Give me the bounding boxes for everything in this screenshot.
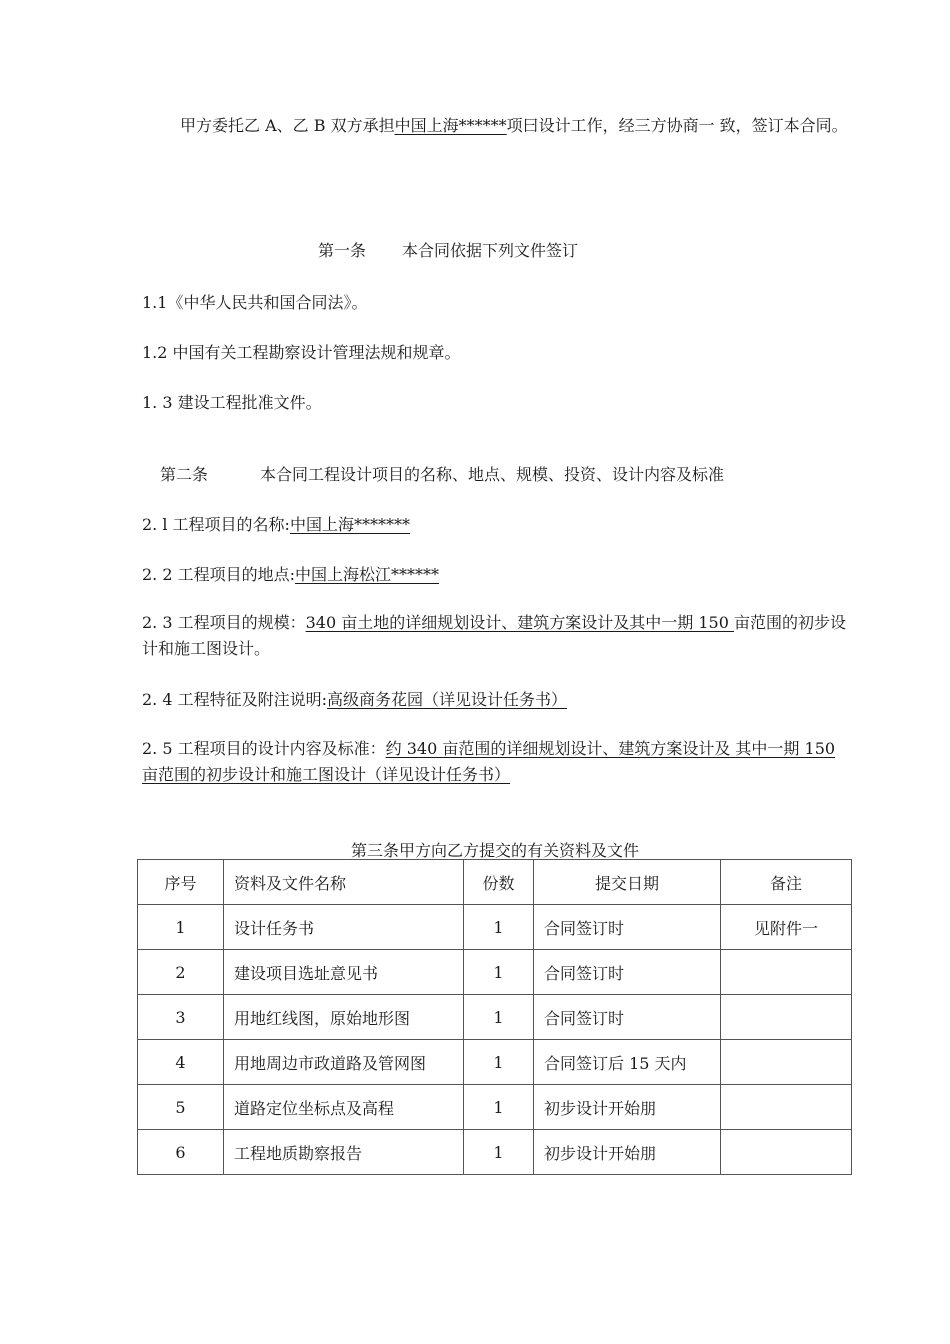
- article2-item-2: [142, 565, 439, 585]
- cell-copies: 1: [464, 950, 534, 995]
- cell-remark: [721, 1085, 852, 1130]
- cell-date: 合同签订时: [534, 950, 721, 995]
- cell-date: 初步设计开始朋: [534, 1130, 721, 1175]
- cell-date: 合同签订时: [534, 995, 721, 1040]
- cell-date: 合同签订时: [534, 905, 721, 950]
- article1-title: [318, 241, 578, 261]
- intro-text-b: 项曰设计工作，经三方协商一 致，签订本合同。: [506, 116, 848, 135]
- article1-text: 本合同依据下列文件签订: [402, 241, 579, 260]
- item-rest: 亩范围的初步设计和施工图设计。: [142, 613, 846, 658]
- table-header-row: [138, 860, 852, 905]
- cell-remark: [721, 1130, 852, 1175]
- cell-name: 用地周边市政道路及管网图: [224, 1040, 464, 1085]
- cell-date: 合同签订后 15 天内: [534, 1040, 721, 1085]
- cell-index: 6: [138, 1130, 224, 1175]
- intro-text-a: 甲方委托乙 A、乙 B 双方承担: [180, 116, 395, 135]
- header-copies: 份数: [464, 860, 534, 905]
- cell-remark: [721, 1040, 852, 1085]
- table-row: [138, 950, 852, 995]
- cell-copies: 1: [464, 1085, 534, 1130]
- table-row: [138, 905, 852, 950]
- header-date: 提交日期: [534, 860, 721, 905]
- cell-name: 设计任务书: [224, 905, 464, 950]
- cell-name: 建设项目选址意见书: [224, 950, 464, 995]
- item-value: 高级商务花园（详见设计任务书）: [327, 690, 568, 709]
- cell-index: 1: [138, 905, 224, 950]
- article1-item-2: 1.2 中国有关工程勘察设计管理法规和规章。: [142, 343, 461, 362]
- intro-project-name: 中国上海******: [394, 116, 507, 135]
- table-row: [138, 1085, 852, 1130]
- cell-name: 工程地质勘察报告: [224, 1130, 464, 1175]
- item-label: 2. 4 工程特征及附注说明:: [142, 690, 328, 709]
- item-value: 中国上海松江******: [295, 565, 440, 584]
- table-row: [138, 1040, 852, 1085]
- article3-title: 第三条甲方向乙方提交的有关资料及文件: [350, 841, 639, 860]
- article2-text: 本合同工程设计项目的名称、地点、规模、投资、设计内容及标准: [260, 465, 725, 484]
- cell-copies: 1: [464, 995, 534, 1040]
- item-value: 340 亩土地的详细规划设计、建筑方案设计及其中一期 150: [305, 613, 734, 632]
- header-remark: 备注: [721, 860, 852, 905]
- cell-copies: 1: [464, 905, 534, 950]
- cell-copies: 1: [464, 1130, 534, 1175]
- table-row: [138, 1130, 852, 1175]
- cell-remark: [721, 950, 852, 995]
- article1-item-3: 1. 3 建设工程批准文件。: [142, 393, 322, 412]
- table-row: [138, 995, 852, 1040]
- item-label: 2. 5 工程项目的设计内容及标准：: [142, 739, 386, 758]
- cell-date: 初步设计开始朋: [534, 1085, 721, 1130]
- article2-title: [160, 465, 724, 485]
- article2-item-4: [142, 690, 567, 710]
- article2-item-3: [142, 610, 856, 662]
- item-label: 2. l 工程项目的名称:: [142, 515, 290, 534]
- documents-table: [137, 859, 852, 1175]
- item-value: 约 340 亩范围的详细规划设计、建筑方案设计及 其中一期 150 亩范围的初步设计和施工图设计（详见设计任务书）: [142, 739, 836, 784]
- item-value: 中国上海*******: [289, 515, 410, 534]
- header-index: 序号: [138, 860, 224, 905]
- cell-index: 4: [138, 1040, 224, 1085]
- cell-index: 5: [138, 1085, 224, 1130]
- cell-index: 3: [138, 995, 224, 1040]
- item-label: 2. 2 工程项目的地点:: [142, 565, 296, 584]
- article1-number: 第一条: [318, 241, 367, 260]
- article1-item-1: 1.1《中华人民共和国合同法》。: [142, 293, 368, 312]
- cell-remark: 见附件一: [721, 905, 852, 950]
- cell-name: 道路定位坐标点及高程: [224, 1085, 464, 1130]
- item-label: 2. 3 工程项目的规模：: [142, 613, 306, 632]
- cell-index: 2: [138, 950, 224, 995]
- header-name: 资料及文件名称: [224, 860, 464, 905]
- cell-copies: 1: [464, 1040, 534, 1085]
- cell-name: 用地红线图，原始地形图: [224, 995, 464, 1040]
- article2-item-1: [142, 515, 410, 535]
- cell-remark: [721, 995, 852, 1040]
- article2-item-5: [142, 736, 856, 788]
- intro-paragraph: [142, 105, 856, 147]
- article2-number: 第二条: [160, 465, 209, 484]
